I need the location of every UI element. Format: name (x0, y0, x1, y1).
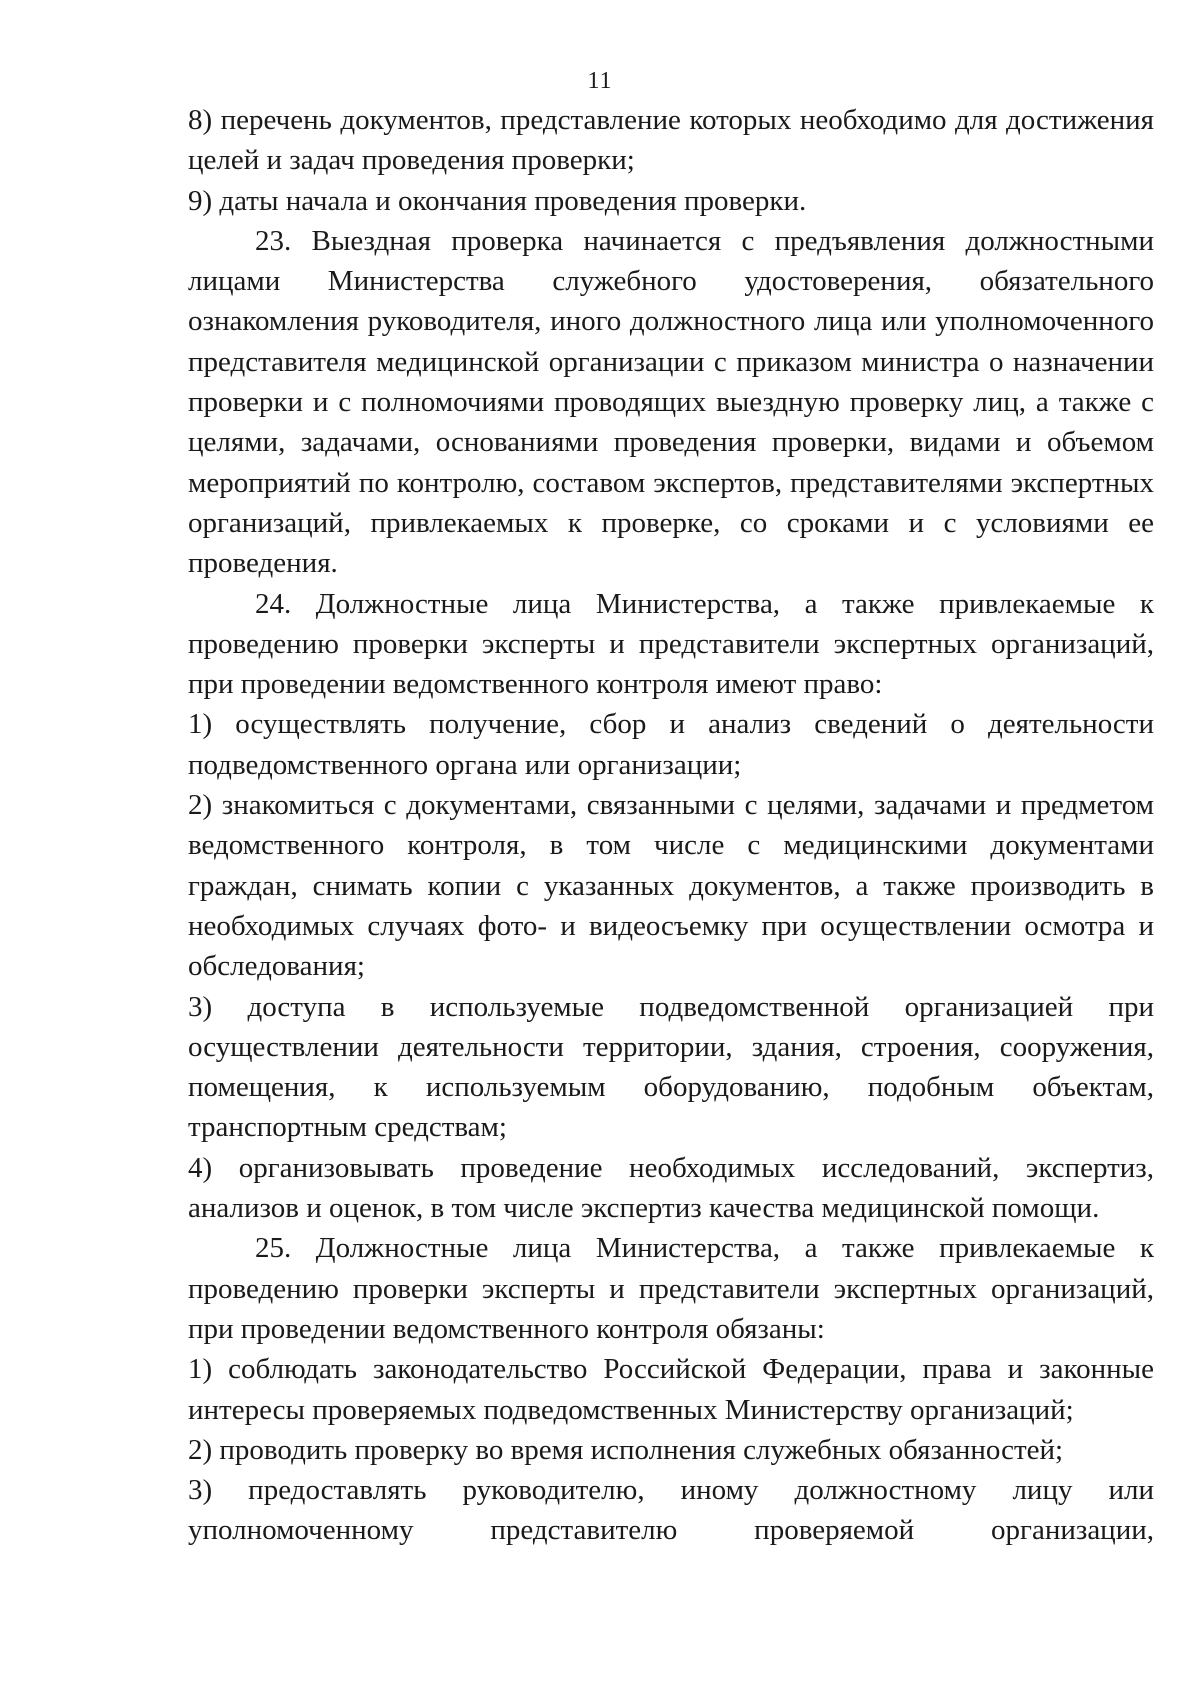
document-body (188, 100, 1154, 1551)
paragraph-clause-25: 25. Должностные лица Министерства, а также привлекаемые к проведению проверки эксперты и представители экспертных организаций, при проведении ведомственного контроля обязаны: (188, 1232, 1154, 1345)
paragraph-clause-24-item-3: 3) доступа в используемые подведомственной организацией при осуществлении деятельности территории, здания, строения, сооружения, помещения, к используемым оборудованию, подобным объектам, транспортным средствам; (188, 990, 1154, 1144)
paragraph-clause-24-item-4: 4) организовывать проведение необходимых исследований, экспертиз, анализов и оценок, в том числе экспертиз качества медицинской помощи. (188, 1151, 1154, 1225)
paragraph-clause-24-item-2: 2) знакомиться с документами, связанными с целями, задачами и предметом ведомственного контроля, в том числе с медицинскими документами граждан, снимать копии с указанных документов, а также производить в необходимых случаях фото- и видеосъемку при осуществлении осмотра и обследования; (188, 789, 1154, 983)
paragraph-clause-24: 24. Должностные лица Министерства, а также привлекаемые к проведению проверки эксперты и представители экспертных организаций, при проведении ведомственного контроля имеют право: (188, 587, 1154, 701)
paragraph-clause-25-item-2: 2) проводить проверку во время исполнения служебных обязанностей; (188, 1433, 1064, 1466)
paragraph-clause-25-item-1: 1) соблюдать законодательство Российской Федерации, права и законные интересы проверяемых подведомственных Министерству организаций; (188, 1353, 1154, 1426)
paragraph-clause-24-item-1: 1) осуществлять получение, сбор и анализ сведений о деятельности подведомственного органа или организации; (188, 708, 1154, 781)
paragraph-clause-25-item-3: 3) предоставлять руководителю, иному должностному лицу или уполномоченному представителю проверяемой организации, (188, 1474, 1154, 1547)
paragraph-clause-23: 23. Выездная проверка начинается с предъявления должностными лицами Министерства служебного удостоверения, обязательного ознакомления руководителя, иного должностного лица или уполномоченного представителя медицинской организации с приказом министра о назначении проверки и с полномочиями проводящих выездную проверку лиц, а также с целями, задачами, основаниями проведения проверки, видами и объемом мероприятий по контролю, составом экспертов, представителями экспертных организаций, привлекаемых к проверке, со сроками и с условиями ее проведения. (188, 224, 1154, 580)
paragraph-item-8: 8) перечень документов, представление которых необходимо для достижения целей и задач проведения проверки; (188, 104, 1154, 177)
paragraph-item-9: 9) даты начала и окончания проведения проверки. (188, 184, 807, 217)
page-number: 11 (587, 68, 613, 94)
